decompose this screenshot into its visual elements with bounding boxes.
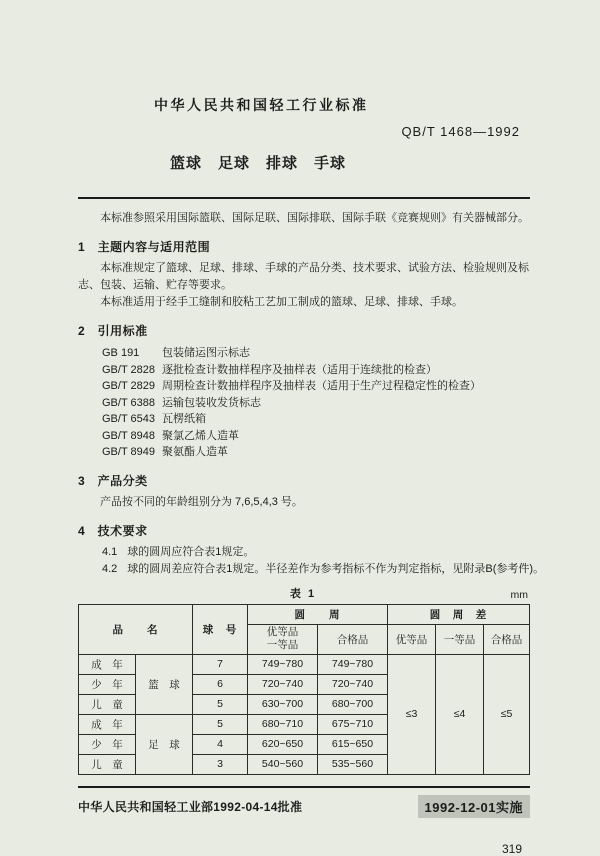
section-2-heading: 2 引用标准	[78, 324, 148, 338]
cell-ball-no: 6	[193, 674, 248, 694]
header-rule	[78, 197, 530, 199]
header-product-name: 品 名	[79, 604, 193, 654]
cell-circ-qualified: 615~650	[318, 734, 388, 754]
clause-number: 4.2	[102, 562, 118, 575]
cell-circ-qualified: 535~560	[318, 754, 388, 774]
reference-code: GB/T 8948	[102, 429, 155, 442]
header-diff-premium: 优等品	[388, 624, 436, 654]
reference-code: GB/T 2829	[102, 380, 155, 392]
standard-org-line: 中华人民共和国轻工行业标准	[154, 97, 369, 113]
cell-circ-premium: 630~700	[248, 694, 318, 714]
table-caption-row	[78, 585, 530, 601]
cell-ball-no: 5	[193, 694, 248, 714]
table-unit: mm	[510, 588, 528, 601]
clause-4-2	[102, 561, 545, 578]
document-title: 篮球 足球 排球 手球	[170, 155, 347, 172]
reference-list	[102, 345, 530, 461]
section-3-heading: 3 产品分类	[78, 473, 148, 488]
footer-row	[78, 795, 530, 818]
header-ball-number: 球 号	[193, 604, 248, 654]
standard-number: QB/T 1468—1992	[401, 124, 520, 139]
reference-code: GB/T 6543	[102, 413, 155, 425]
section-1-paragraph-1: 本标准规定了篮球、足球、排球、手球的产品分类、技术要求、试验方法、检验规则及标志、包装、运输、贮存等要求。	[78, 262, 529, 291]
footer-rule	[78, 786, 530, 788]
cell-age: 儿 童	[79, 754, 136, 774]
implementation-date: 1992-12-01实施	[418, 795, 531, 818]
cell-ball-type-basketball: 篮 球	[136, 654, 193, 714]
clause-4-1	[102, 544, 530, 561]
section-1-paragraph-2: 本标准适用于经手工缝制和胶粘工艺加工制成的篮球、足球、排球、手球。	[100, 296, 463, 308]
cell-age: 成 年	[79, 714, 136, 734]
cell-circ-qualified: 675~710	[318, 714, 388, 734]
header-grade-first-line: 一等品	[266, 639, 299, 651]
cell-ball-no: 5	[193, 714, 248, 734]
reference-item	[102, 362, 530, 379]
reference-item	[102, 428, 530, 445]
intro-paragraph: 本标准参照采用国际篮联、国际足联、国际排联、国际手联《竞赛规则》有关器械部分。	[100, 212, 529, 224]
table-1	[78, 604, 530, 775]
cell-circ-qualified: 720~740	[318, 674, 388, 694]
cell-diff-first: ≤4	[436, 654, 484, 774]
section-3-paragraph: 产品按不同的年龄组别分为 7,6,5,4,3 号。	[100, 495, 303, 508]
reference-item	[102, 378, 530, 395]
header-circumference: 圆 周	[248, 604, 388, 624]
reference-title: 逐批检查计数抽样程序及抽样表（适用于连续批的检查）	[162, 363, 437, 376]
reference-title: 瓦楞纸箱	[162, 413, 206, 425]
cell-diff-premium: ≤3	[388, 654, 436, 774]
cell-circ-qualified: 749~780	[318, 654, 388, 674]
reference-code: GB 191	[102, 347, 140, 359]
section-1-heading: 1 主题内容与适用范围	[78, 240, 211, 254]
reference-code: GB/T 2828	[102, 363, 155, 376]
header-diff-qualified: 合格品	[484, 624, 530, 654]
cell-age: 成 年	[79, 654, 136, 674]
reference-code: GB/T 8949	[102, 446, 155, 458]
cell-ball-no: 4	[193, 734, 248, 754]
reference-item	[102, 395, 530, 412]
cell-circ-premium: 720~740	[248, 674, 318, 694]
cell-age: 儿 童	[79, 694, 136, 714]
reference-title: 聚氨酯人造革	[162, 446, 228, 458]
reference-item	[102, 411, 530, 428]
page-number: 319	[501, 841, 522, 856]
header-diff-first: 一等品	[436, 624, 484, 654]
header-grade-premium-first	[248, 624, 318, 654]
header-circumference-diff: 圆 周 差	[388, 604, 530, 624]
cell-ball-type-football: 足 球	[136, 714, 193, 774]
clause-number: 4.1	[102, 545, 118, 558]
table-caption: 表 1	[289, 587, 317, 600]
reference-title: 聚氯乙烯人造革	[162, 429, 239, 442]
clause-text: 球的圆周差应符合表1规定。半径差作为参考指标不作为判定指标，见附录B(参考件)。	[127, 562, 545, 575]
cell-age: 少 年	[79, 674, 136, 694]
cell-diff-qualified: ≤5	[484, 654, 530, 774]
table-row	[79, 654, 530, 674]
cell-circ-premium: 540~560	[248, 754, 318, 774]
table-header-row-1	[79, 604, 530, 624]
cell-ball-no: 7	[193, 654, 248, 674]
reference-title: 运输包装收发货标志	[162, 396, 261, 409]
reference-code: GB/T 6388	[102, 396, 155, 409]
cell-circ-premium: 749~780	[248, 654, 318, 674]
clause-text: 球的圆周应符合表1规定。	[127, 545, 255, 558]
cell-ball-no: 3	[193, 754, 248, 774]
reference-title: 周期检查计数抽样程序及抽样表（适用于生产过程稳定性的检查）	[162, 380, 481, 392]
section-4-heading: 4 技术要求	[78, 523, 148, 538]
header-grade-premium-line: 优等品	[266, 626, 299, 638]
cell-circ-qualified: 680~700	[318, 694, 388, 714]
reference-item	[102, 444, 530, 461]
header-grade-qualified: 合格品	[318, 624, 388, 654]
approval-text: 中华人民共和国轻工业部1992-04-14批准	[78, 799, 303, 814]
cell-circ-premium: 620~650	[248, 734, 318, 754]
reference-title: 包装储运图示标志	[162, 347, 250, 359]
cell-circ-premium: 680~710	[248, 714, 318, 734]
cell-age: 少 年	[79, 734, 136, 754]
reference-item	[102, 345, 530, 362]
